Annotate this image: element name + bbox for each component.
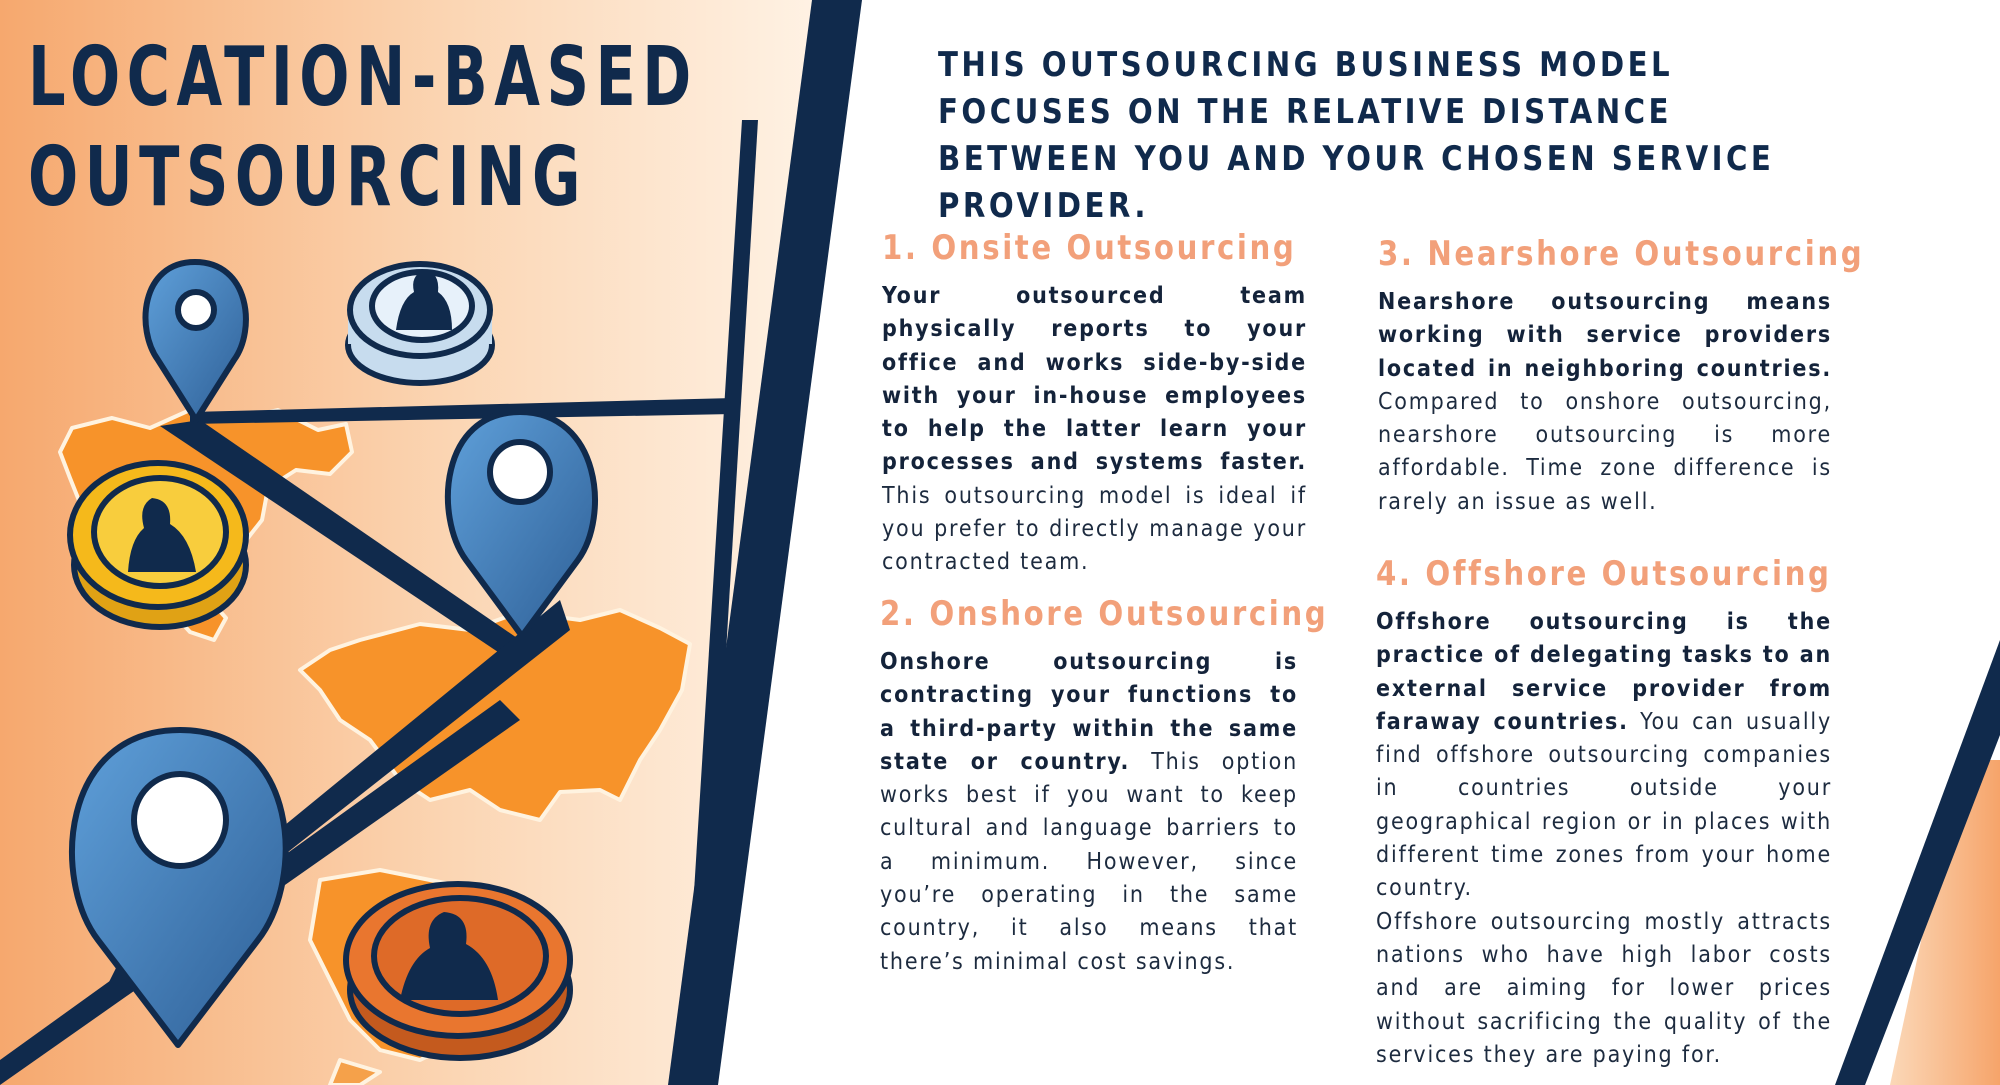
intro-text: THIS OUTSOURCING BUSINESS MODEL FOCUSES ON THE RELATIVE DISTANCE BETWEEN YOU AND YOUR CHOSEN SERVICE PROVIDER.	[938, 45, 1775, 226]
section-body	[882, 280, 1307, 580]
section-body-2: Offshore outsourcing mostly attracts nations who have high labor costs and are aiming for lower prices without sacrificing the quality of the services they are paying for.	[1376, 908, 1832, 1068]
section-text: This outsourcing model is ideal if you prefer to directly manage your contracted team.	[882, 482, 1307, 576]
section-nearshore	[1378, 230, 1865, 519]
section-onshore	[880, 590, 1329, 979]
section-body	[880, 646, 1298, 979]
section-heading: 4. Offshore Outsourcing	[1376, 554, 1832, 594]
page-title	[28, 28, 698, 228]
section-bold-text: Nearshore outsourcing means working with service providers located in neighboring countries.	[1378, 289, 1832, 382]
section-text: This option works best if you want to keep cultural and language barriers to a minimum. However, since you’re operating in the same country, it also means that there’s minimal cost savings.	[880, 748, 1298, 975]
title-line-1: LOCATION-BASED	[28, 30, 698, 125]
section-body	[1376, 606, 1832, 906]
section-text: You can usually find offshore outsourcing companies in countries outside your geographical region or in places with different time zones from your home country.	[1376, 708, 1832, 902]
section-offshore	[1376, 550, 1832, 1072]
section-onsite	[882, 224, 1307, 580]
section-body	[1378, 286, 1832, 519]
section-heading: 3. Nearshore Outsourcing	[1378, 234, 1865, 274]
section-text: Compared to onshore outsourcing, nearshore outsourcing is more affordable. Time zone difference is rarely an issue as well.	[1378, 388, 1832, 515]
section-bold-text: Offshore outsourcing is the practice of delegating tasks to an external service provider from faraway countries.	[1376, 609, 1832, 735]
section-heading: 2. Onshore Outsourcing	[880, 594, 1329, 634]
title-line-2: OUTSOURCING	[28, 130, 587, 225]
section-bold-text: Onshore outsourcing is contracting your functions to a third-party within the same state or country.	[880, 649, 1298, 775]
section-heading: 1. Onsite Outsourcing	[882, 228, 1297, 268]
section-bold-text: Your outsourced team physically reports to your office and works side-by-side with your in-house employees to help the latter learn your processes and systems faster.	[882, 283, 1307, 476]
